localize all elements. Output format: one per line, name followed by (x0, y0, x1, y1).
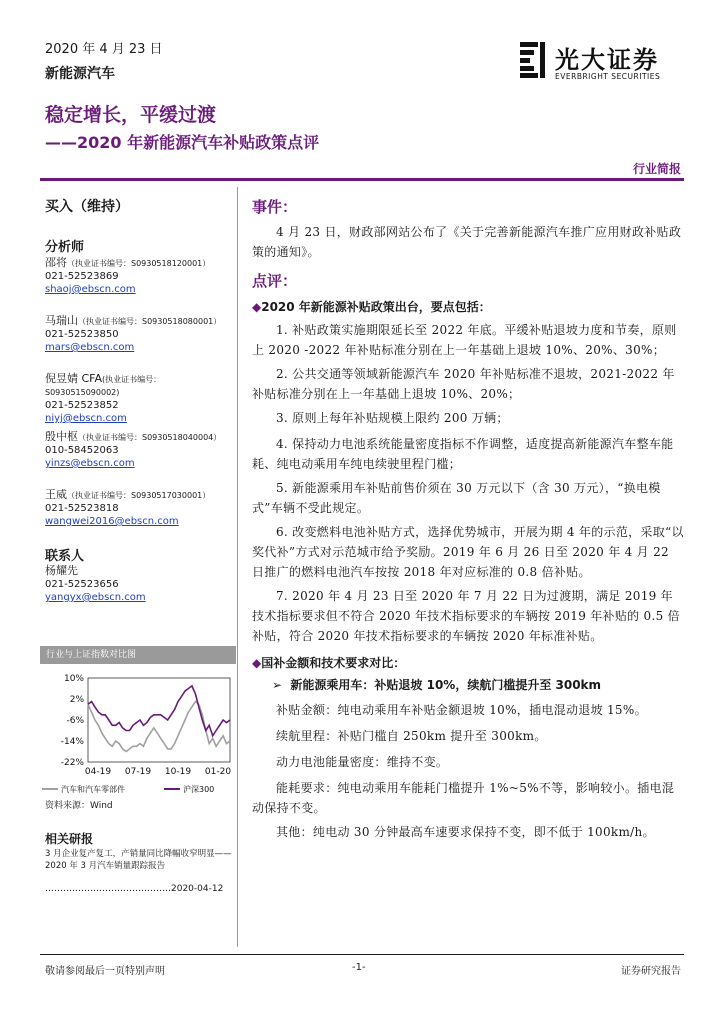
policy-point: 6. 改变燃料电池补贴方式，选择优势城市，开展为期 4 年的示范，采取“以奖代补”方式对示范城市给予奖励。2019 年 6 月 26 日至 2020 年 4 月 22 日推广的燃料电池汽车按按 2018 年对应标准的 0.8 倍补贴。 (252, 525, 684, 579)
analyst-name: 倪昱婧 CFA (45, 372, 103, 385)
x-tick-label: 07-19 (124, 767, 152, 777)
detail-line: 能耗要求：纯电动乘用车能耗门槛提升 1%~5%不等，影响较小。插电混动保持不变。 (252, 781, 675, 815)
related-heading: 相关研报 (45, 832, 94, 846)
report-date: 2020 年 4 月 23 日 (45, 42, 163, 57)
x-tick-label: 10-19 (164, 767, 192, 777)
analyst-phone: 021-52523850 (45, 329, 119, 340)
policy-point: 4. 保持动力电池系统能量密度指标不作调整，适度提高新能源汽车整车能耗、纯电动乘用车纯电续驶里程门槛； (252, 437, 674, 471)
analyst-cert: （执业证书编号：S0930518080001） (78, 317, 222, 326)
y-tick-label: 2% (69, 695, 84, 705)
analyst-phone: 021-52523852 (45, 400, 119, 411)
analyst-name: 马瑞山 (45, 314, 78, 327)
rating: 买入（维持） (45, 199, 129, 215)
analyst-email-link[interactable]: niyj@ebscn.com (45, 413, 127, 424)
policy-point: 5. 新能源乘用车补贴前售价须在 30 万元以下（含 30 万元），“换电模式”车辆不受此规定。 (252, 481, 661, 515)
footer-divider (40, 954, 684, 955)
analyst-name: 殷中枢 (45, 430, 78, 443)
contact-heading: 联系人 (45, 549, 85, 564)
logo-subtext: EVERBRIGHT SECURITIES (555, 72, 661, 81)
compare-heading (252, 654, 405, 671)
diamond-bullet-icon: ◆ (252, 656, 262, 670)
analyst-name: 邵将 (45, 256, 67, 269)
analyst-cert: （执业证书编号：S0930517030001） (67, 491, 211, 500)
passenger-heading (272, 676, 601, 693)
contact-email-link[interactable]: yangyx@ebscn.com (45, 592, 146, 603)
policy-point: 3. 原则上每年补贴规模上限约 200 万辆； (276, 411, 509, 425)
related-report-date: ……………………………………2020-04-12 (45, 884, 224, 894)
y-tick-label: -6% (66, 716, 84, 726)
analyst-name: 王威 (45, 488, 67, 501)
contact-card (45, 564, 235, 604)
sector-label: 新能源汽车 (45, 66, 115, 82)
analyst-phone: 021-52523818 (45, 503, 119, 514)
logo-text: 光大证券 (555, 45, 659, 74)
y-tick-label: -22% (60, 758, 84, 768)
detail-line: 续航里程：补贴门槛自 250km 提升至 300km。 (276, 729, 547, 743)
analysts-heading: 分析师 (45, 240, 85, 255)
related-report-title[interactable]: 3 月企业复产复工，产销量同比降幅收窄明显——2020 年 3 月汽车销量跟踪报告 (45, 849, 232, 871)
footer-label: 证券研究报告 (621, 966, 681, 977)
event-heading: 事件： (252, 198, 298, 216)
compare-heading-text: 国补金额和技术要求对比： (261, 656, 406, 670)
analyst-cert: （执业证书编号：S0930518040004） (78, 433, 222, 442)
chart-source: 资料来源：Wind (45, 801, 113, 811)
y-tick-label: -14% (60, 737, 84, 747)
policy-point: 2. 公共交通等领域新能源汽车 2020 年补贴标准不退坡，2021-2022 年补贴标准分别在上一年基础上退坡 10%、20%； (252, 367, 675, 401)
detail-line: 动力电池能量密度：维持不变。 (276, 755, 449, 769)
policy-heading (252, 298, 491, 315)
policy-point: 1. 补贴政策实施期限延长至 2022 年底。平缓补贴退坡力度和节奏，原则上 2020 -2022 年补贴标准分别在上一年基础上退坡 10%、20%、30%； (252, 323, 677, 357)
diamond-bullet-icon: ◆ (252, 300, 262, 314)
detail-line: 其他：纯电动 30 分钟最高车速要求保持不变，即不低于 100km/h。 (276, 825, 655, 839)
index-comparison-chart (40, 664, 236, 796)
analyst-email-link[interactable]: wangwei2016@ebscn.com (45, 516, 179, 527)
event-paragraph: 4 月 23 日，财政部网站公布了《关于完善新能源汽车推广应用财政补贴政策的通知》。 (252, 225, 682, 259)
analyst-cert: (执业证书编号：S0930515090002) (45, 375, 162, 397)
analyst-phone: 021-52523869 (45, 271, 119, 282)
x-tick-label: 04-19 (84, 767, 112, 777)
analyst-email-link[interactable]: yinzs@ebscn.com (45, 458, 135, 469)
y-tick-label: 10% (63, 674, 84, 684)
legend-label: 汽车和汽车零部件 (61, 785, 125, 794)
passenger-heading-text: 新能源乘用车：补贴退坡 10%，续航门槛提升至 300km (290, 678, 602, 692)
chart-title: 行业与上证指数对比图 (40, 646, 236, 664)
header-divider (40, 178, 684, 181)
x-tick-label: 01-20 (204, 767, 232, 777)
column-divider (237, 187, 238, 947)
analyst-phone: 010-58452063 (45, 445, 119, 456)
page-number: -1- (352, 962, 366, 973)
analyst-email-link[interactable]: shaoj@ebscn.com (45, 284, 136, 295)
policy-heading-text: 2020 年新能源补贴政策出台，要点包括： (261, 300, 491, 314)
series-line (88, 686, 230, 736)
report-subtitle: ——2020 年新能源汽车补贴政策点评 (45, 133, 320, 152)
policy-point: 7. 2020 年 4 月 23 日至 2020 年 7 月 22 日为过渡期，满足 2019 年技术指标要求但不符合 2020 年技术指标要求的车辆按 2019 年补贴的 0.5 倍补贴，符合 2020 年技术指标要求的车辆按 2020 年标准补贴。 (252, 589, 680, 643)
comment-heading: 点评： (252, 272, 298, 290)
analyst-card (45, 488, 235, 528)
detail-line: 补贴金额：纯电动乘用车补贴金额退坡 10%，插电混动退坡 15%。 (276, 703, 647, 717)
analyst-card (45, 256, 235, 296)
report-title: 稳定增长，平缓过渡 (45, 104, 217, 126)
analyst-cert: （执业证书编号：S0930518120001） (67, 259, 211, 268)
contact-phone: 021-52523656 (45, 579, 119, 590)
footer-disclaimer: 敬请参阅最后一页特别声明 (45, 966, 165, 977)
arrow-bullet-icon: ➢ (272, 678, 291, 692)
report-type: 行业简报 (632, 162, 681, 176)
analyst-card (45, 430, 235, 470)
everbright-logo-icon (518, 40, 552, 80)
analyst-email-link[interactable]: mars@ebscn.com (45, 342, 135, 353)
analyst-card (45, 314, 235, 354)
analyst-card (45, 372, 235, 425)
legend-label: 沪深300 (183, 785, 215, 794)
contact-name: 杨耀先 (45, 564, 78, 577)
